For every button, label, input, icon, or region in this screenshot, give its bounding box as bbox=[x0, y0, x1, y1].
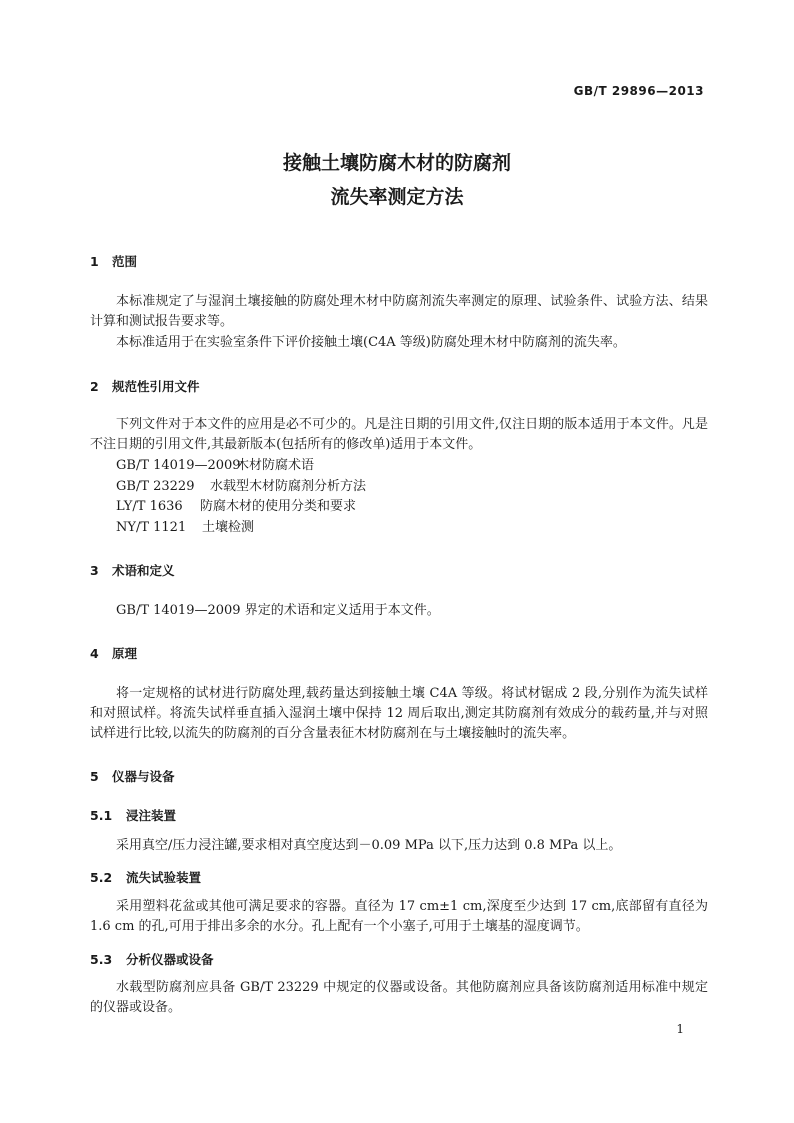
subsection-title: 分析仪器或设备 bbox=[126, 952, 214, 967]
section-number: 3 bbox=[90, 563, 99, 578]
subsection-5-3-heading bbox=[90, 950, 214, 968]
section-3-heading bbox=[90, 561, 175, 579]
section-5-heading bbox=[90, 767, 175, 785]
subsection-title: 浸注装置 bbox=[126, 808, 177, 823]
section-title: 规范性引用文件 bbox=[112, 379, 200, 394]
document-title bbox=[0, 146, 794, 214]
reference-code: GB/T 23229 bbox=[116, 479, 195, 494]
reference-title: 土壤检测 bbox=[202, 520, 255, 535]
section-1-heading bbox=[90, 252, 137, 270]
title-line-2: 流失率测定方法 bbox=[330, 186, 464, 208]
section-3-paragraph-1: GB/T 14019—2009 界定的术语和定义适用于本文件。 bbox=[116, 603, 440, 618]
subsection-5-2-heading bbox=[90, 868, 201, 886]
reference-item bbox=[116, 497, 356, 517]
section-4-heading bbox=[90, 644, 137, 662]
reference-title: 水载型木材防腐剂分析方法 bbox=[210, 479, 367, 494]
section-title: 仪器与设备 bbox=[112, 769, 175, 784]
reference-title: 木材防腐术语 bbox=[236, 458, 315, 473]
page-number: 1 bbox=[676, 1022, 684, 1036]
subsection-5-1-paragraph: 采用真空/压力浸注罐,要求相对真空度达到－0.09 MPa 以下,压力达到 0.8 MPa 以上。 bbox=[116, 838, 622, 853]
reference-item bbox=[116, 456, 314, 476]
section-title: 术语和定义 bbox=[112, 563, 175, 578]
title-line-1: 接触土壤防腐木材的防腐剂 bbox=[282, 152, 511, 174]
subsection-5-3-paragraph: 水载型防腐剂应具备 GB/T 23229 中规定的仪器或设备。其他防腐剂应具备该防腐剂适用标准中规定的仪器或设备。 bbox=[90, 980, 708, 1015]
subsection-5-1-heading bbox=[90, 806, 176, 824]
section-2-heading bbox=[90, 377, 200, 395]
section-1-paragraph-1: 本标准规定了与湿润土壤接触的防腐处理木材中防腐剂流失率测定的原理、试验条件、试验方法、结果计算和测试报告要求等。 bbox=[90, 294, 708, 329]
reference-code: GB/T 14019—2009 bbox=[116, 458, 241, 473]
section-2-paragraph-1: 下列文件对于本文件的应用是必不可少的。凡是注日期的引用文件,仅注日期的版本适用于本文件。凡是不注日期的引用文件,其最新版本(包括所有的修改单)适用于本文件。 bbox=[90, 417, 708, 452]
section-1-paragraph-2: 本标准适用于在实验室条件下评价接触土壤(C4A 等级)防腐处理木材中防腐剂的流失率。 bbox=[116, 335, 626, 350]
section-number: 5 bbox=[90, 769, 99, 784]
reference-item bbox=[116, 518, 254, 538]
section-number: 2 bbox=[90, 379, 99, 394]
subsection-number: 5.2 bbox=[90, 870, 113, 885]
subsection-number: 5.1 bbox=[90, 808, 113, 823]
subsection-title: 流失试验装置 bbox=[126, 870, 202, 885]
reference-code: NY/T 1121 bbox=[116, 520, 187, 535]
subsection-number: 5.3 bbox=[90, 952, 113, 967]
section-4-paragraph-1: 将一定规格的试材进行防腐处理,载药量达到接触土壤 C4A 等级。将试材锯成 2 段,分别作为流失试样和对照试样。将流失试样垂直插入湿润土壤中保持 12 周后取出,测定其防腐剂有效成分的载药量,并与对照试样进行比较,以流失的防腐剂的百分含量表征木材防腐剂在与土壤接触时的流失率。 bbox=[90, 686, 708, 741]
reference-code: LY/T 1636 bbox=[116, 499, 183, 514]
section-title: 原理 bbox=[112, 646, 138, 661]
subsection-5-2-paragraph: 采用塑料花盆或其他可满足要求的容器。直径为 17 cm±1 cm,深度至少达到 17 cm,底部留有直径为 1.6 cm 的孔,可用于排出多余的水分。孔上配有一个小塞子,可用于土壤基的湿度调节。 bbox=[90, 899, 708, 934]
section-title: 范围 bbox=[112, 254, 138, 269]
standard-code: GB/T 29896—2013 bbox=[573, 84, 704, 98]
reference-item bbox=[116, 477, 366, 497]
section-number: 1 bbox=[90, 254, 99, 269]
section-number: 4 bbox=[90, 646, 99, 661]
reference-title: 防腐木材的使用分类和要求 bbox=[200, 499, 357, 514]
